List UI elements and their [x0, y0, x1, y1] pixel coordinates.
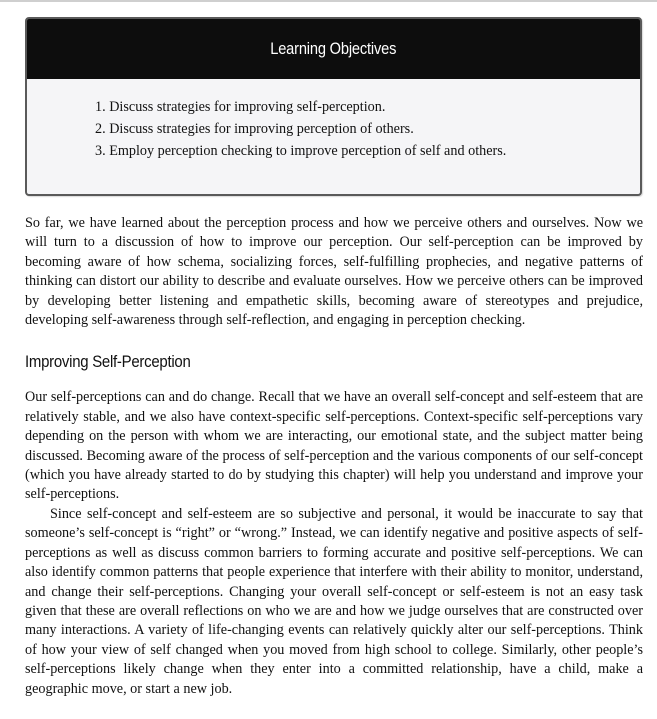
- learning-objectives-title: Learning Objectives: [270, 39, 397, 58]
- section-heading: [25, 350, 643, 374]
- learning-objectives-list: [27, 79, 640, 182]
- section-heading-text: Improving Self-Perception: [25, 352, 191, 372]
- section-paragraph: Our self-perceptions can and do change. Recall that we have an overall self-concept and self-esteem that are relatively stable, and we also have context-specific self-perceptions. Context-specific self-perceptions vary depending on the person with whom we are interacting, our emotional state, and the subject matter being discussed. Becoming aware of the process of self-perception and the various components of our self-concept (which you have already started to do by studying this chapter) will help you understand and improve your self-perceptions.: [25, 389, 643, 503]
- intro-paragraph: So far, we have learned about the perception process and how we perceive others and ourselves. Now we will turn to a discussion of how to improve our perception. Our self-perception can be improved by becoming aware of how schema, socializing forces, self-fulfilling prophecies, and negative patterns of thinking can distort our ability to describe and evaluate ourselves. How we perceive others can be improved by developing better listening and empathetic skills, becoming aware of stereotypes and prejudice, developing self-awareness through self-reflection, and engaging in perception checking.: [25, 215, 643, 329]
- section-paragraph: Since self-concept and self-esteem are so subjective and personal, it would be inaccurate to say that someone’s self-concept is “right” or “wrong.” Instead, we can identify negative and positive aspects of self-perceptions as well as discuss common barriers to forming accurate and positive self-perceptions. We can also identify common patterns that people experience that interfere with their ability to monitor, understand, and change their self-perceptions. Changing your overall self-concept or self-esteem is not an easy task given that these are overall reflections on who we are and how we judge ourselves that are constructed over many interactions. A variety of life-changing events can relatively quickly alter our self-perceptions. Think of how your view of self changed when you moved from high school to college. Similarly, other people’s self-perceptions likely change when they enter into a committed relationship, have a child, make a geographic move, or start a new job.: [25, 505, 643, 697]
- objective-item: 3. Employ perception checking to improve perception of self and others.: [95, 143, 507, 159]
- page-content: [0, 2, 657, 719]
- objective-item: 2. Discuss strategies for improving perception of others.: [95, 121, 414, 137]
- learning-objectives-header: [27, 19, 640, 79]
- learning-objectives-box: [25, 17, 642, 196]
- objective-item: 1. Discuss strategies for improving self-perception.: [95, 99, 386, 115]
